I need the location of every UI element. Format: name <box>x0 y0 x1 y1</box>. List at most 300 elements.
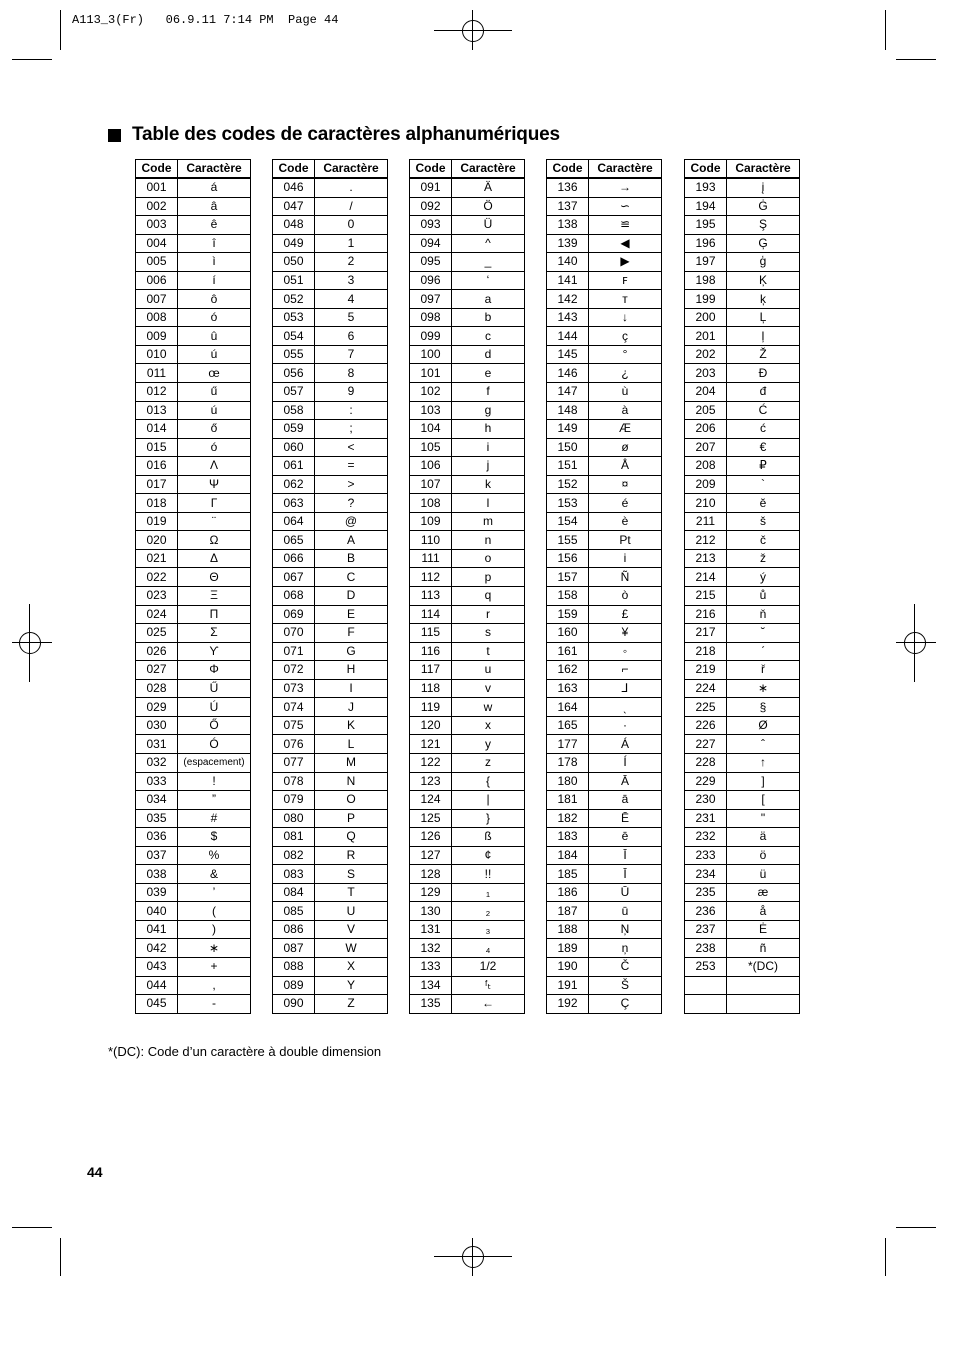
table-row <box>685 512 800 531</box>
table-row <box>136 624 251 643</box>
code-cell: 209 <box>685 475 727 494</box>
code-cell: 140 <box>547 253 589 272</box>
character-cell: à <box>589 401 662 420</box>
code-cell: 134 <box>410 976 452 995</box>
table-row <box>410 753 525 772</box>
page-title: Table des codes de caractères alphanumériques <box>132 124 560 145</box>
code-cell: 226 <box>685 716 727 735</box>
crop-mark-tr-h <box>896 59 936 60</box>
code-cell: 090 <box>273 995 315 1014</box>
character-cell: ’ <box>178 883 251 902</box>
character-cell: q <box>452 587 525 606</box>
table-row <box>410 494 525 513</box>
table-row <box>685 345 800 364</box>
code-cell: 055 <box>273 345 315 364</box>
code-cell: 089 <box>273 976 315 995</box>
character-cell: ( <box>178 902 251 921</box>
table-row <box>685 716 800 735</box>
table-row <box>410 587 525 606</box>
table-row <box>547 178 662 197</box>
table-row <box>547 253 662 272</box>
character-cell: Ω <box>178 531 251 550</box>
table-row <box>685 308 800 327</box>
code-cell: 016 <box>136 457 178 476</box>
character-cell: ᴛ <box>589 290 662 309</box>
table-row <box>273 178 388 197</box>
code-cell: 133 <box>410 957 452 976</box>
character-cell: ▶ <box>589 253 662 272</box>
table-row <box>273 920 388 939</box>
table-row <box>273 735 388 754</box>
character-cell: + <box>178 957 251 976</box>
table-row <box>136 494 251 513</box>
code-cell: 130 <box>410 902 452 921</box>
character-cell: ∗ <box>727 679 800 698</box>
character-cell: ř <box>727 661 800 680</box>
character-cell: ú <box>178 401 251 420</box>
table-row <box>410 828 525 847</box>
code-cell: 231 <box>685 809 727 828</box>
code-cell: 097 <box>410 290 452 309</box>
registration-line-left-v <box>29 604 30 682</box>
character-cell: ← <box>452 995 525 1014</box>
table-row <box>136 735 251 754</box>
character-cell: ↓ <box>589 308 662 327</box>
character-cell: R <box>315 846 388 865</box>
code-cell: 066 <box>273 549 315 568</box>
table-row <box>136 957 251 976</box>
character-cell: ◀ <box>589 234 662 253</box>
table-row <box>685 531 800 550</box>
table-row <box>273 475 388 494</box>
character-cell: Ė <box>727 920 800 939</box>
character-cell: i <box>589 549 662 568</box>
character-cell: 9 <box>315 383 388 402</box>
table-row <box>685 679 800 698</box>
table-row <box>547 531 662 550</box>
code-cell: 100 <box>410 345 452 364</box>
character-cell: ý <box>727 568 800 587</box>
character-cell: # <box>178 809 251 828</box>
character-cell: @ <box>315 512 388 531</box>
character-cell: (espacement) <box>178 753 251 772</box>
code-cell: 069 <box>273 605 315 624</box>
code-cell: 115 <box>410 624 452 643</box>
code-cell: 148 <box>547 401 589 420</box>
character-cell: ᶠₜ <box>452 976 525 995</box>
footnote: *(DC): Code d’un caractère à double dimension <box>108 1044 382 1059</box>
character-cell: ≌ <box>589 216 662 235</box>
code-cell: 020 <box>136 531 178 550</box>
character-cell: ó <box>178 438 251 457</box>
table-row <box>273 772 388 791</box>
code-cell: 121 <box>410 735 452 754</box>
table-row <box>685 327 800 346</box>
table-row <box>136 587 251 606</box>
character-cell: Z <box>315 995 388 1014</box>
character-cell: ₁ <box>452 883 525 902</box>
code-cell: 064 <box>273 512 315 531</box>
character-cell: Ļ <box>727 308 800 327</box>
character-cell: C <box>315 568 388 587</box>
code-cell: 099 <box>410 327 452 346</box>
code-cell: 199 <box>685 290 727 309</box>
code-cell: 096 <box>410 271 452 290</box>
code-cell: 067 <box>273 568 315 587</box>
table-row <box>547 420 662 439</box>
code-cell: 070 <box>273 624 315 643</box>
code-cell: 108 <box>410 494 452 513</box>
character-cell: ₄ <box>452 939 525 958</box>
character-cell: & <box>178 865 251 884</box>
character-cell: ∽ <box>589 197 662 216</box>
code-cell: 083 <box>273 865 315 884</box>
registration-line-bottom-h <box>434 1256 512 1257</box>
table-row <box>685 494 800 513</box>
character-cell: ˊ <box>727 642 800 661</box>
character-cell: l <box>452 494 525 513</box>
character-cell: O <box>315 791 388 810</box>
character-cell: - <box>178 995 251 1014</box>
table-row <box>547 568 662 587</box>
table-row <box>547 624 662 643</box>
character-cell: ķ <box>727 290 800 309</box>
code-cell: 011 <box>136 364 178 383</box>
table-row <box>136 753 251 772</box>
character-cell: î <box>178 234 251 253</box>
code-cell <box>685 976 727 995</box>
code-cell: 185 <box>547 865 589 884</box>
code-cell: 019 <box>136 512 178 531</box>
code-cell: 190 <box>547 957 589 976</box>
table-row <box>273 549 388 568</box>
code-cell: 025 <box>136 624 178 643</box>
code-cell: 054 <box>273 327 315 346</box>
table-row <box>273 327 388 346</box>
code-cell: 030 <box>136 716 178 735</box>
code-cell: 047 <box>273 197 315 216</box>
table-row <box>410 624 525 643</box>
table-row <box>410 271 525 290</box>
table-row <box>410 401 525 420</box>
table-row <box>136 828 251 847</box>
table-row <box>136 290 251 309</box>
code-cell: 155 <box>547 531 589 550</box>
code-cell: 037 <box>136 846 178 865</box>
table-row <box>273 642 388 661</box>
character-cell: ň <box>727 605 800 624</box>
character-cell: j <box>452 457 525 476</box>
character-cell: K <box>315 716 388 735</box>
character-cell: ° <box>589 345 662 364</box>
character-cell: Ψ <box>178 475 251 494</box>
character-cell: è <box>589 512 662 531</box>
code-cell: 187 <box>547 902 589 921</box>
table-row <box>136 846 251 865</box>
table-row <box>136 253 251 272</box>
table-row <box>136 512 251 531</box>
character-cell: F <box>315 624 388 643</box>
code-cell: 161 <box>547 642 589 661</box>
table-row <box>136 401 251 420</box>
code-table-4 <box>546 159 662 1014</box>
table-row <box>136 865 251 884</box>
table-row <box>547 809 662 828</box>
code-cell: 022 <box>136 568 178 587</box>
table-row <box>273 197 388 216</box>
character-cell: w <box>452 698 525 717</box>
character-cell: œ <box>178 364 251 383</box>
table-row <box>685 271 800 290</box>
character-cell: Ć <box>727 401 800 420</box>
table-row <box>685 791 800 810</box>
registration-mark-top <box>462 20 484 42</box>
code-cell: 005 <box>136 253 178 272</box>
character-cell: b <box>452 308 525 327</box>
table-row <box>273 494 388 513</box>
code-cell: 039 <box>136 883 178 902</box>
character-cell: ö <box>727 846 800 865</box>
table-row <box>547 661 662 680</box>
code-cell: 018 <box>136 494 178 513</box>
table-row <box>685 234 800 253</box>
table-row <box>136 438 251 457</box>
table-row <box>685 865 800 884</box>
character-cell: N <box>315 772 388 791</box>
table-row <box>410 308 525 327</box>
code-cell: 139 <box>547 234 589 253</box>
character-cell: " <box>727 809 800 828</box>
code-cell: 035 <box>136 809 178 828</box>
table-row <box>685 698 800 717</box>
code-cell: 253 <box>685 957 727 976</box>
column-header-character: Caractère <box>452 160 525 179</box>
code-cell: 086 <box>273 920 315 939</box>
crop-mark-tr-v <box>885 10 886 50</box>
code-cell: 119 <box>410 698 452 717</box>
table-row <box>410 661 525 680</box>
code-cell: 021 <box>136 549 178 568</box>
code-cell: 104 <box>410 420 452 439</box>
table-row <box>410 865 525 884</box>
table-row <box>547 197 662 216</box>
table-row <box>136 216 251 235</box>
table-row <box>685 605 800 624</box>
table-row <box>547 920 662 939</box>
code-cell: 203 <box>685 364 727 383</box>
code-table-3 <box>409 159 525 1014</box>
code-cell: 208 <box>685 457 727 476</box>
column-header-code: Code <box>410 160 452 179</box>
table-row <box>136 197 251 216</box>
table-row <box>547 383 662 402</box>
code-cell: 091 <box>410 178 452 197</box>
table-row <box>410 735 525 754</box>
table-row <box>547 865 662 884</box>
code-cell: 195 <box>685 216 727 235</box>
code-cell: 062 <box>273 475 315 494</box>
table-row <box>410 512 525 531</box>
table-row <box>136 883 251 902</box>
table-row <box>136 976 251 995</box>
code-cell: 212 <box>685 531 727 550</box>
table-row <box>547 976 662 995</box>
character-cell: Í <box>589 753 662 772</box>
table-row <box>273 457 388 476</box>
table-row <box>547 902 662 921</box>
character-cell: ū <box>589 902 662 921</box>
character-cell: å <box>727 902 800 921</box>
character-cell: I <box>315 679 388 698</box>
character-cell: æ <box>727 883 800 902</box>
crop-mark-bl-v <box>60 1238 61 1276</box>
code-cell: 131 <box>410 920 452 939</box>
code-cell: 038 <box>136 865 178 884</box>
character-cell: Ē <box>589 809 662 828</box>
character-cell: ↑ <box>727 753 800 772</box>
column-header-code: Code <box>685 160 727 179</box>
character-cell: ꜰ <box>589 271 662 290</box>
table-row <box>410 791 525 810</box>
registration-line-bottom-v <box>472 1238 473 1276</box>
character-cell: x <box>452 716 525 735</box>
character-cell: / <box>315 197 388 216</box>
code-cell: 071 <box>273 642 315 661</box>
table-row <box>685 624 800 643</box>
character-cell: Λ <box>178 457 251 476</box>
code-table-5 <box>684 159 800 1014</box>
code-cell: 158 <box>547 587 589 606</box>
code-cell: 138 <box>547 216 589 235</box>
code-cell: 107 <box>410 475 452 494</box>
character-cell: . <box>315 178 388 197</box>
table-row <box>685 642 800 661</box>
table-row <box>685 457 800 476</box>
table-row <box>273 939 388 958</box>
code-cell: 232 <box>685 828 727 847</box>
character-cell: Δ <box>178 549 251 568</box>
code-cell: 052 <box>273 290 315 309</box>
code-cell: 178 <box>547 753 589 772</box>
character-cell: Ű <box>178 679 251 698</box>
code-cell: 077 <box>273 753 315 772</box>
table-row <box>547 438 662 457</box>
code-cell: 122 <box>410 753 452 772</box>
table-row <box>410 216 525 235</box>
character-cell: ” <box>178 791 251 810</box>
code-cell: 017 <box>136 475 178 494</box>
character-cell: < <box>315 438 388 457</box>
character-cell: T <box>315 883 388 902</box>
character-cell: = <box>315 457 388 476</box>
column-header-character: Caractère <box>178 160 251 179</box>
code-cell: 200 <box>685 308 727 327</box>
table-row <box>136 642 251 661</box>
table-row <box>547 271 662 290</box>
table-row <box>410 605 525 624</box>
character-cell: *(DC) <box>727 957 800 976</box>
character-cell: [ <box>727 791 800 810</box>
character-cell: o <box>452 549 525 568</box>
code-cell: 184 <box>547 846 589 865</box>
character-cell: > <box>315 475 388 494</box>
code-cell: 218 <box>685 642 727 661</box>
character-cell: č <box>727 531 800 550</box>
table-row <box>273 957 388 976</box>
code-cell: 128 <box>410 865 452 884</box>
character-cell: ‘ <box>452 271 525 290</box>
character-cell: Ξ <box>178 587 251 606</box>
code-cell: 132 <box>410 939 452 958</box>
table-row <box>273 216 388 235</box>
table-row <box>410 920 525 939</box>
code-cell: 216 <box>685 605 727 624</box>
character-cell: v <box>452 679 525 698</box>
table-row <box>685 568 800 587</box>
character-cell: ϒ <box>178 642 251 661</box>
code-cell: 098 <box>410 308 452 327</box>
character-cell: d <box>452 345 525 364</box>
character-cell: $ <box>178 828 251 847</box>
table-row <box>410 290 525 309</box>
code-cell: 215 <box>685 587 727 606</box>
code-cell: 207 <box>685 438 727 457</box>
character-cell: H <box>315 661 388 680</box>
character-cell: M <box>315 753 388 772</box>
column-header-code: Code <box>136 160 178 179</box>
code-cell: 126 <box>410 828 452 847</box>
table-row <box>136 809 251 828</box>
table-row <box>273 401 388 420</box>
character-cell: ; <box>315 420 388 439</box>
table-row <box>547 791 662 810</box>
character-cell: J <box>315 698 388 717</box>
code-cell: 004 <box>136 234 178 253</box>
character-cell: ⌐ <box>589 661 662 680</box>
code-cell: 160 <box>547 624 589 643</box>
character-cell: ů <box>727 587 800 606</box>
character-cell: Ő <box>178 716 251 735</box>
table-row <box>685 438 800 457</box>
table-row <box>273 846 388 865</box>
character-cell: · <box>589 716 662 735</box>
code-cell: 147 <box>547 383 589 402</box>
code-cell: 058 <box>273 401 315 420</box>
code-cell: 225 <box>685 698 727 717</box>
code-cell: 015 <box>136 438 178 457</box>
table-row <box>685 253 800 272</box>
code-cell: 123 <box>410 772 452 791</box>
character-cell: Ī <box>589 846 662 865</box>
code-cell: 156 <box>547 549 589 568</box>
table-row <box>547 995 662 1014</box>
code-cell: 001 <box>136 178 178 197</box>
code-cell: 036 <box>136 828 178 847</box>
code-cell: 146 <box>547 364 589 383</box>
character-cell: | <box>452 791 525 810</box>
code-cell: 082 <box>273 846 315 865</box>
character-cell: Ġ <box>727 197 800 216</box>
character-cell: ù <box>589 383 662 402</box>
crop-mark-tl-v <box>60 10 61 50</box>
code-cell: 076 <box>273 735 315 754</box>
table-row <box>410 178 525 197</box>
character-cell: i <box>452 438 525 457</box>
character-cell: E <box>315 605 388 624</box>
code-cell: 144 <box>547 327 589 346</box>
character-cell: ` <box>727 475 800 494</box>
code-cell: 197 <box>685 253 727 272</box>
